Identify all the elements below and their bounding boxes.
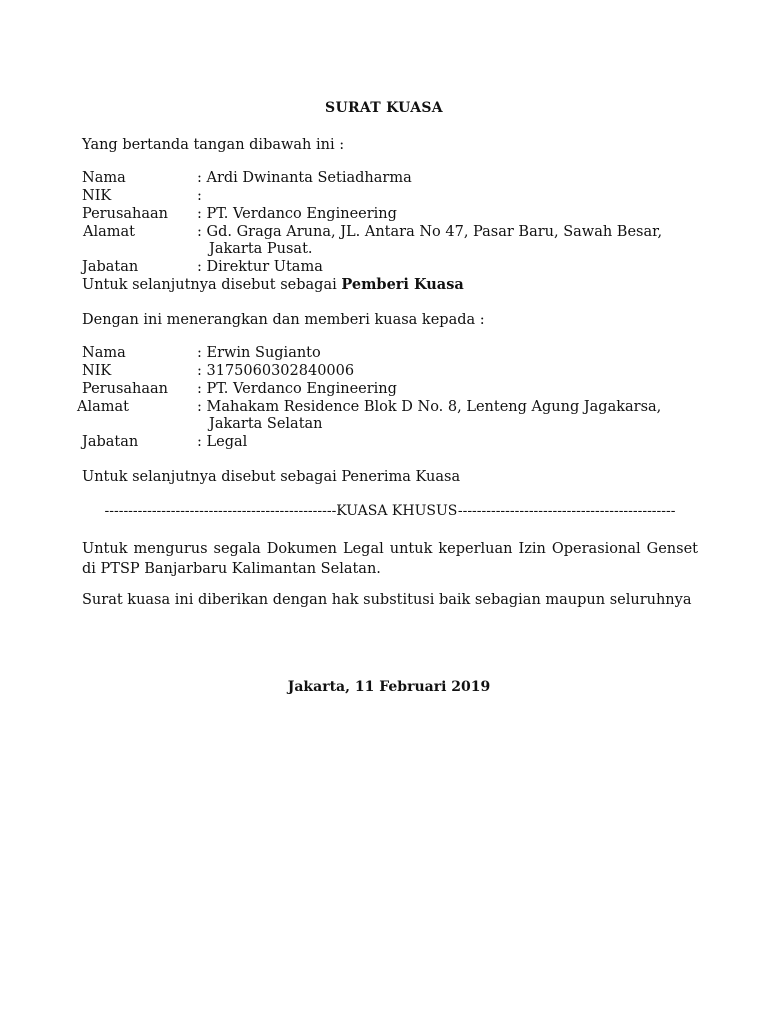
substitution-clause: Surat kuasa ini diberikan dengan hak substitusi baik sebagian maupun seluruhnya <box>82 592 692 608</box>
grantee-closing: Untuk selanjutnya disebut sebagai Penerima Kuasa <box>82 469 461 485</box>
grantor-perusahaan-value: : PT. Verdanco Engineering <box>197 206 397 222</box>
grantee-jabatan-label: Jabatan <box>82 434 139 450</box>
grantee-alamat-value-line1: : Mahakam Residence Blok D No. 8, Lenteng Agung Jagakarsa, <box>197 399 662 415</box>
grantor-alamat-label: Alamat <box>83 224 135 240</box>
grantee-nama-value: : Erwin Sugianto <box>197 345 321 361</box>
grantor-alamat-value-line2: Jakarta Pusat. <box>209 241 313 257</box>
intro-text: Yang bertanda tangan dibawah ini : <box>82 137 345 153</box>
grantee-perusahaan-value: : PT. Verdanco Engineering <box>197 381 397 397</box>
place-date: Jakarta, 11 Februari 2019 <box>287 679 491 695</box>
grantee-nik-value: : 3175060302840006 <box>197 363 355 379</box>
grantee-nama-label: Nama <box>82 345 126 361</box>
grantor-closing <box>82 276 464 293</box>
grantor-nik-value: : <box>197 188 202 204</box>
grantor-nama-label: Nama <box>82 170 126 186</box>
grantee-nik-label: NIK <box>82 363 112 379</box>
grantor-nik-label: NIK <box>82 188 112 204</box>
document-title: SURAT KUASA <box>325 100 443 116</box>
kuasa-khusus-divider: -------------------------------------------------KUASA KHUSUS---------------------------------------------- <box>104 503 676 519</box>
grantor-perusahaan-label: Perusahaan <box>82 206 169 222</box>
grantor-nama-value: : Ardi Dwinanta Setiadharma <box>197 170 412 186</box>
grantee-alamat-value-line2: Jakarta Selatan <box>209 416 323 432</box>
grantor-role: Pemberi Kuasa <box>341 276 464 293</box>
grantee-jabatan-value: : Legal <box>197 434 248 450</box>
grantee-perusahaan-label: Perusahaan <box>82 381 169 397</box>
grantor-jabatan-label: Jabatan <box>82 259 139 275</box>
purpose-paragraph: Untuk mengurus segala Dokumen Legal untuk keperluan Izin Operasional Genset di PTSP Banjarbaru Kalimantan Selatan. <box>82 541 698 577</box>
grantor-closing-prefix: Untuk selanjutnya disebut sebagai <box>82 277 337 293</box>
grant-statement: Dengan ini menerangkan dan memberi kuasa kepada : <box>82 312 485 328</box>
grantor-jabatan-value: : Direktur Utama <box>197 259 323 275</box>
grantee-alamat-label: Alamat <box>77 399 129 415</box>
grantor-alamat-value-line1: : Gd. Graga Aruna, JL. Antara No 47, Pasar Baru, Sawah Besar, <box>197 224 663 240</box>
